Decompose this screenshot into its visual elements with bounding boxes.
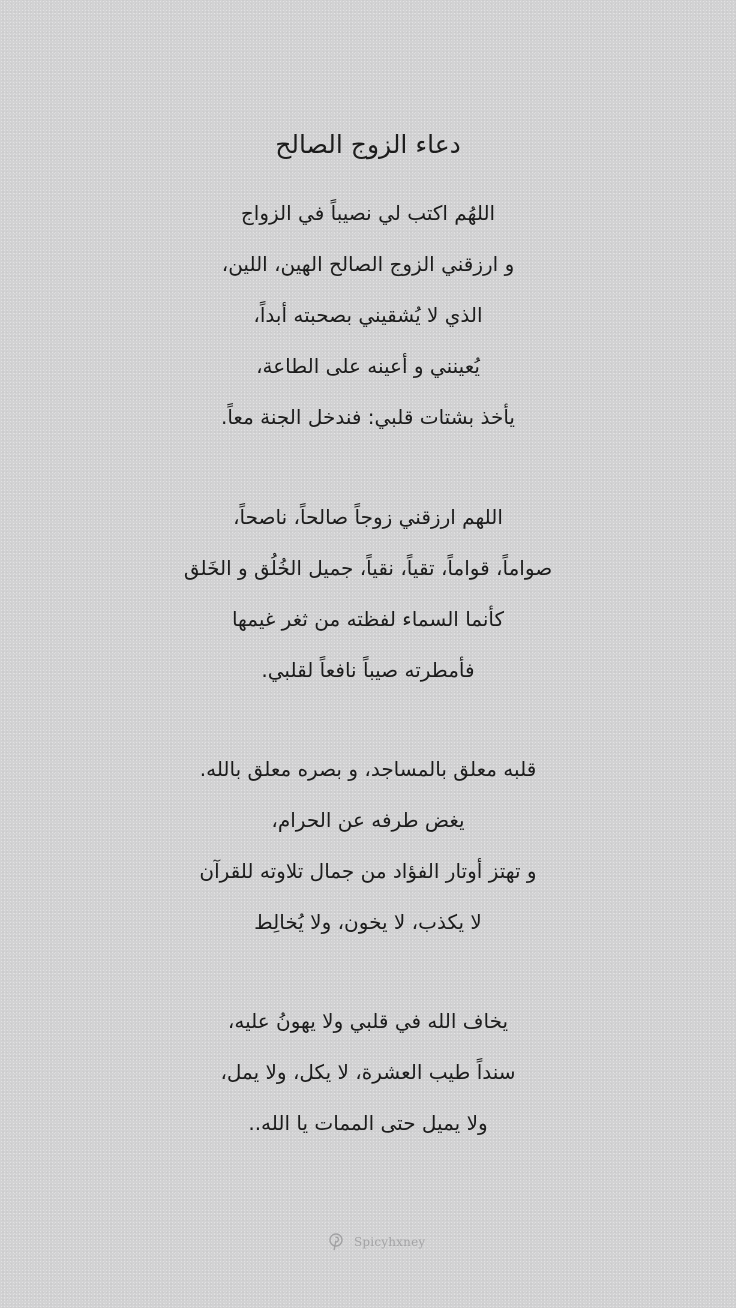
poem-line: الذي لا يُشقيني بصحبته أبداً، xyxy=(253,303,483,327)
stanza-4 xyxy=(0,996,736,1149)
poem-title: دعاء الزوج الصالح xyxy=(275,129,461,159)
poem-line: صواماً، قواماً، تقياً، نقياً، جميل الخُلُق و الخَلق xyxy=(183,556,553,580)
poem-line: و تهتز أوتار الفؤاد من جمال تلاوته للقرآن xyxy=(199,859,537,883)
stanza-3 xyxy=(0,744,736,948)
stanza-2 xyxy=(0,492,736,696)
watermark xyxy=(328,1230,425,1254)
watermark-text: Spicyhxney xyxy=(354,1235,426,1249)
poem-line: يُعينني و أعينه على الطاعة، xyxy=(256,354,480,378)
poem-line: يغض طرفه عن الحرام، xyxy=(271,808,465,832)
poem-line: ولا يميل حتى الممات يا الله.. xyxy=(248,1111,488,1135)
poem-line: لا يكذب، لا يخون، ولا يُخالِط xyxy=(254,910,482,934)
stanza-1 xyxy=(0,188,736,443)
poem-line: يخاف الله في قلبي ولا يهونُ عليه، xyxy=(227,1009,509,1033)
poem-line: اللهم ارزقني زوجاً صالحاً، ناصحاً، xyxy=(233,505,503,529)
poem-line: قلبه معلق بالمساجد، و بصره معلق بالله. xyxy=(199,757,537,781)
poem-line: اللهُم اكتب لي نصيباً في الزواج xyxy=(240,201,496,225)
poem-line: و ارزقني الزوج الصالح الهين، اللين، xyxy=(221,252,515,276)
poem-line: فأمطرته صيباً نافعاً لقلبي. xyxy=(261,658,475,682)
poem-line: سنداً طيب العشرة، لا يكل، ولا يمل، xyxy=(220,1060,516,1084)
poem-line: يأخذ بشتات قلبي: فندخل الجنة معاً. xyxy=(220,405,516,429)
pinterest-icon xyxy=(328,1233,344,1251)
poem-line: كأنما السماء لفظته من ثغر غيمها xyxy=(231,607,505,631)
